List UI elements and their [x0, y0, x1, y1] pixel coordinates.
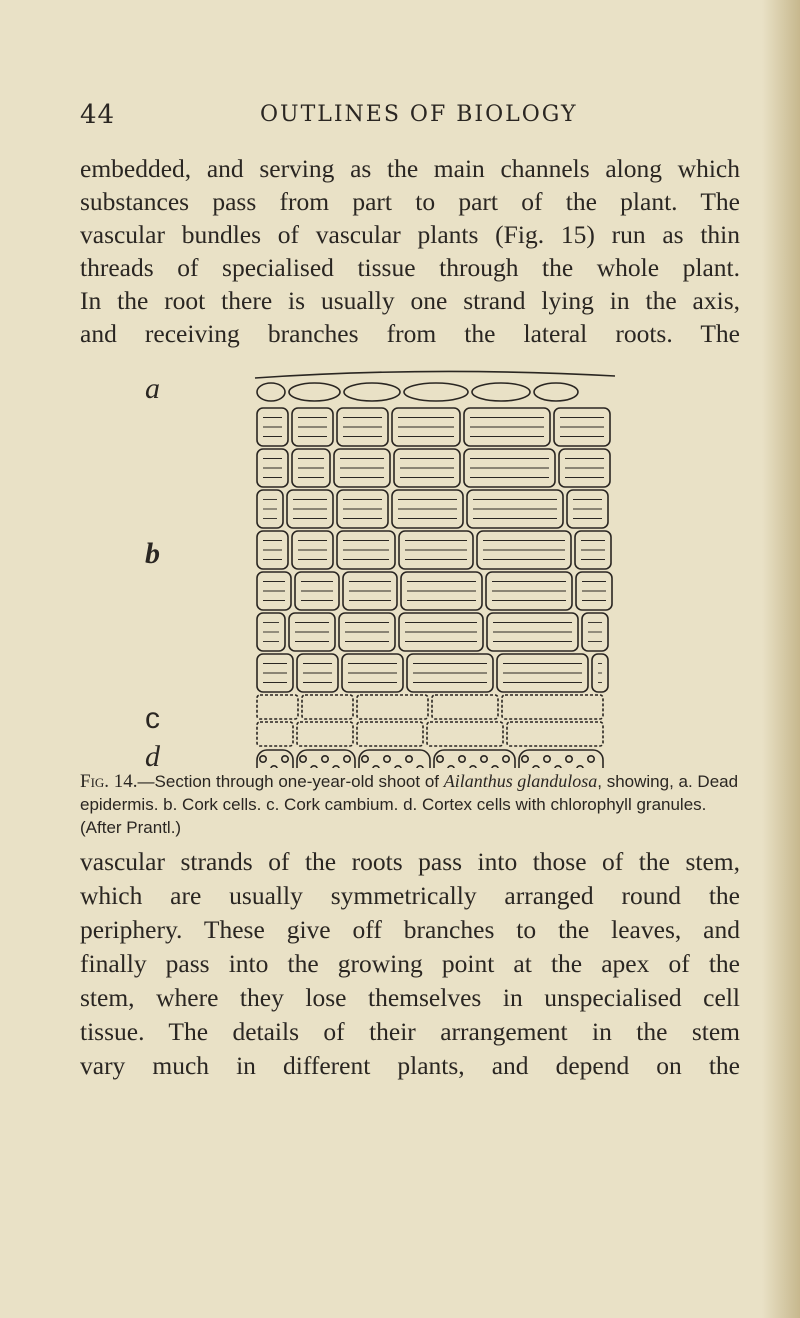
chlorophyll-granule	[311, 766, 317, 768]
paragraph-line: threads of specialised tissue through the whole plant.	[80, 253, 740, 282]
epidermis-cell	[472, 383, 530, 401]
cortex-cell	[519, 750, 603, 768]
paragraph-line: vascular strands of the roots pass into those of the stem,	[80, 847, 740, 876]
chlorophyll-granule	[271, 766, 277, 768]
cell-grid	[255, 371, 615, 768]
figure-label-c: c	[145, 702, 160, 735]
chlorophyll-granule	[533, 766, 539, 768]
chlorophyll-granule	[470, 766, 476, 768]
chlorophyll-granule	[448, 766, 454, 768]
page-number: 44	[80, 100, 116, 130]
epidermis-outline	[255, 371, 615, 378]
paragraph-line: vary much in different plants, and depend on the	[80, 1051, 740, 1080]
chlorophyll-granule	[555, 766, 561, 768]
chlorophyll-granule	[566, 756, 572, 762]
cambium-cell	[357, 722, 423, 746]
chlorophyll-granule	[333, 766, 339, 768]
paragraph-line: In the root there is usually one strand lying in the axis,	[80, 286, 740, 315]
cambium-cell	[257, 695, 298, 719]
page-header	[80, 100, 740, 140]
cambium-cell	[427, 722, 503, 746]
epidermis-cell	[404, 383, 468, 401]
figure-label-d: d	[145, 740, 160, 768]
chlorophyll-granule	[373, 766, 379, 768]
cambium-cell	[257, 722, 293, 746]
cambium-cell	[357, 695, 428, 719]
cambium-cell	[502, 695, 603, 719]
figure-cell-section	[130, 368, 710, 768]
chlorophyll-granule	[344, 756, 350, 762]
figure-caption	[80, 770, 740, 839]
chlorophyll-granule	[588, 756, 594, 762]
paragraph-line: embedded, and serving as the main channels along which	[80, 154, 740, 183]
chlorophyll-granule	[282, 756, 288, 762]
figure-label-a: a	[145, 372, 160, 405]
chlorophyll-granule	[406, 756, 412, 762]
chlorophyll-granule	[522, 756, 528, 762]
chlorophyll-granule	[362, 756, 368, 762]
paragraph-1	[80, 152, 740, 350]
chlorophyll-granule	[544, 756, 550, 762]
paragraph-line: vascular bundles of vascular plants (Fig. 15) run as thin	[80, 220, 740, 249]
figure-label-b: b	[145, 537, 160, 570]
chlorophyll-granule	[260, 756, 266, 762]
epidermis-cell	[289, 383, 340, 401]
paragraph-line: periphery. These give off branches to the leaves, and	[80, 915, 740, 944]
page-edge-shadow	[762, 0, 800, 1318]
chlorophyll-granule	[322, 756, 328, 762]
caption-text-rest: , showing, a. Dead epidermis. b. Cork cells. c. Cork cambium. d. Cortex cells with chlorophyll granules. (After Prantl.)	[80, 772, 739, 837]
epidermis-cell	[534, 383, 578, 401]
chlorophyll-granule	[459, 756, 465, 762]
epidermis-cell	[257, 383, 285, 401]
chlorophyll-granule	[395, 766, 401, 768]
chlorophyll-granule	[492, 766, 498, 768]
caption-species: Ailanthus glandulosa	[443, 771, 598, 791]
chlorophyll-granule	[481, 756, 487, 762]
chlorophyll-granule	[384, 756, 390, 762]
cambium-cell	[507, 722, 603, 746]
paragraph-2	[80, 845, 740, 1083]
cambium-cell	[297, 722, 353, 746]
chlorophyll-granule	[417, 766, 423, 768]
paragraph-line: stem, where they lose themselves in unspecialised cell	[80, 983, 740, 1012]
chlorophyll-granule	[503, 756, 509, 762]
cambium-cell	[432, 695, 498, 719]
chlorophyll-granule	[437, 756, 443, 762]
paragraph-line: finally pass into the growing point at the apex of the	[80, 949, 740, 978]
paragraph-line: substances pass from part to part of the plant. The	[80, 187, 740, 216]
paragraph-line: tissue. The details of their arrangement in the stem	[80, 1017, 740, 1046]
paragraph-line: and receiving branches from the lateral roots. The	[80, 319, 740, 348]
cambium-cell	[302, 695, 353, 719]
running-head: OUTLINES OF BIOLOGY	[260, 102, 578, 127]
chlorophyll-granule	[300, 756, 306, 762]
chlorophyll-granule	[577, 766, 583, 768]
epidermis-cell	[344, 383, 400, 401]
paragraph-line: which are usually symmetrically arranged round the	[80, 881, 740, 910]
caption-label: Fig. 14.	[80, 771, 138, 792]
caption-text-lead: —Section through one-year-old shoot of	[137, 772, 444, 791]
